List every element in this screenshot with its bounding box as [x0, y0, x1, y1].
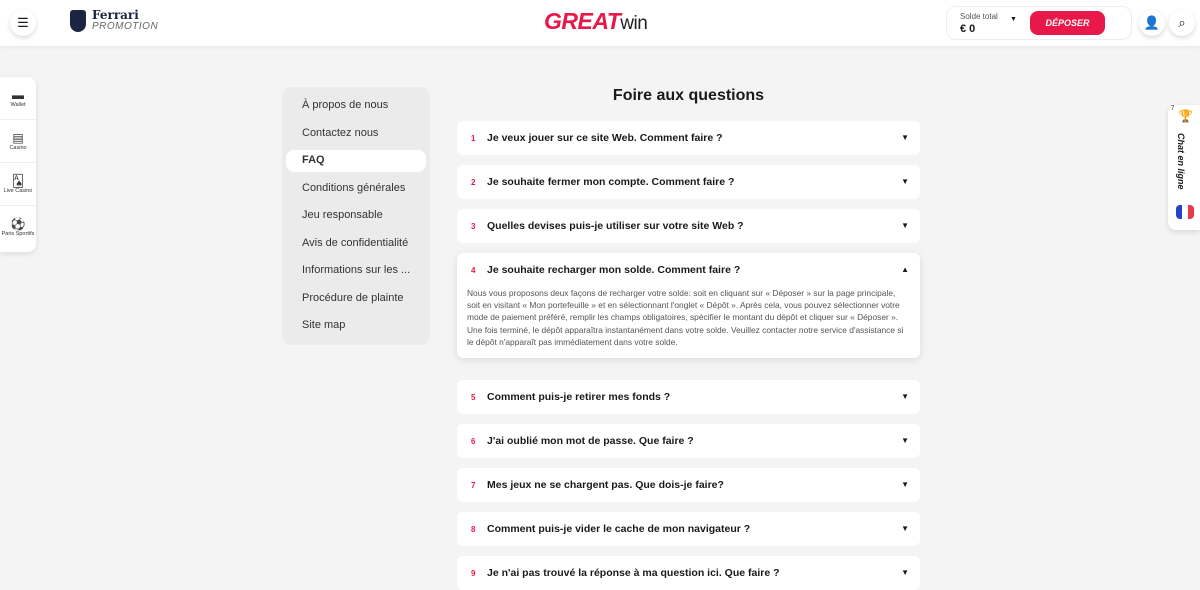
- nav-label: Wallet: [10, 101, 26, 108]
- brand-main: GREAT: [544, 8, 621, 34]
- faq-question[interactable]: [457, 121, 920, 155]
- faq-item: [457, 424, 920, 458]
- balance-value: € 0: [960, 23, 976, 35]
- info-sidebar: [282, 87, 430, 345]
- caret-down-icon[interactable]: ▼: [901, 133, 909, 142]
- faq-question-text: Je veux jouer sur ce site Web. Comment faire ?: [487, 132, 723, 144]
- live-chat-button[interactable]: Chat en ligne: [1176, 133, 1186, 190]
- search-button[interactable]: [1169, 10, 1195, 36]
- caret-down-icon[interactable]: ▼: [901, 221, 909, 230]
- sidebar-item[interactable]: Contactez nous: [302, 126, 379, 139]
- faq-item: [457, 380, 920, 414]
- sidebar-item[interactable]: Avis de confidentialité: [302, 236, 409, 249]
- right-widget: [1168, 105, 1200, 230]
- faq-question[interactable]: [457, 468, 920, 502]
- faq-question[interactable]: [457, 556, 920, 590]
- faq-number: 5: [471, 392, 476, 402]
- faq-number: 9: [471, 568, 476, 578]
- logo-text: Ferrari: [92, 8, 139, 22]
- faq-answer: Nous vous proposons deux façons de recharger votre solde: soit en cliquant sur « Déposer » sur la page principale, soit en visitant « Mon portefeuille » et en sélectionnant l'onglet « Dépôt ». Après cela, vous pouvez sélectionner votre mode de paiement préféré, remplir les champs obligatoires, spécifier le montant du dépôt et cliquer sur « Déposer ». Une fois terminé, le dépôt apparaîtra instantanément dans votre solde. Veuillez contacter notre service d'assistance si le dépôt n'apparaît pas immédiatement dans votre solde.: [467, 288, 904, 347]
- brand-logo[interactable]: [544, 8, 647, 35]
- faq-question-text: Je souhaite fermer mon compte. Comment faire ?: [487, 176, 735, 188]
- sidebar-item[interactable]: Conditions générales: [302, 181, 406, 194]
- faq-number: 4: [471, 265, 476, 275]
- search-icon: ⌕: [1178, 15, 1186, 30]
- brand-suffix: win: [620, 13, 648, 34]
- caret-down-icon[interactable]: ▼: [901, 480, 909, 489]
- caret-down-icon[interactable]: ▼: [901, 177, 909, 186]
- deposit-button[interactable]: DÉPOSER: [1030, 11, 1105, 35]
- page-title: Foire aux questions: [612, 87, 765, 104]
- slot-machine-icon: ▤: [12, 130, 24, 145]
- faq-question-text: Je n'ai pas trouvé la réponse à ma question ici. Que faire ?: [487, 567, 780, 579]
- wallet-icon: ▬: [12, 87, 24, 102]
- sidebar-item[interactable]: Procédure de plainte: [302, 291, 404, 304]
- trophy-badge: 7: [1171, 106, 1175, 112]
- faq-item: [457, 512, 920, 546]
- sidebar-item-active[interactable]: FAQ: [286, 150, 426, 172]
- nav-live-casino[interactable]: [0, 163, 36, 206]
- faq-number: 6: [471, 436, 476, 446]
- nav-label: Live Casino: [3, 187, 33, 194]
- account-button[interactable]: [1139, 10, 1165, 36]
- faq-question[interactable]: [457, 165, 920, 199]
- hamburger-icon: ☰: [17, 15, 29, 30]
- caret-down-icon[interactable]: ▼: [901, 436, 909, 445]
- faq-number: 7: [471, 480, 476, 490]
- faq-question[interactable]: [457, 424, 920, 458]
- faq-number: 1: [471, 133, 476, 143]
- menu-button[interactable]: [10, 10, 36, 36]
- faq-item: [457, 165, 920, 199]
- football-icon: ⚽: [10, 217, 26, 231]
- balance-dropdown-icon[interactable]: ▼: [1010, 16, 1017, 23]
- faq-question[interactable]: [457, 512, 920, 546]
- header: [0, 0, 1200, 46]
- sidebar-item[interactable]: À propos de nous: [302, 99, 389, 111]
- faq-item: [457, 556, 920, 590]
- nav-label: Casino: [9, 144, 27, 151]
- faq-item: [457, 468, 920, 502]
- faq-number: 2: [471, 177, 476, 187]
- logo[interactable]: [70, 9, 158, 32]
- nav-wallet[interactable]: [0, 77, 36, 120]
- cards-icon: 🂡: [11, 173, 25, 188]
- shield-icon: [70, 10, 86, 32]
- sidebar-item[interactable]: Informations sur les ...: [302, 264, 411, 276]
- left-nav: [0, 77, 36, 252]
- faq-question-text: J'ai oublié mon mot de passe. Que faire ?: [487, 435, 694, 447]
- user-icon: 👤: [1143, 15, 1161, 30]
- faq-question-text: Comment puis-je retirer mes fonds ?: [487, 391, 671, 403]
- faq-question[interactable]: [457, 380, 920, 414]
- logo-subtext: PROMOTION: [92, 21, 159, 32]
- faq-question[interactable]: [457, 253, 920, 287]
- faq-question-text: Mes jeux ne se chargent pas. Que dois-je faire?: [487, 479, 724, 491]
- caret-up-icon[interactable]: ▲: [901, 265, 909, 274]
- nav-label: Paris Sportifs: [1, 231, 35, 237]
- nav-casino[interactable]: [0, 120, 36, 163]
- faq-number: 8: [471, 524, 476, 534]
- faq-question-text: Je souhaite recharger mon solde. Comment faire ?: [487, 264, 741, 276]
- french-flag-icon[interactable]: [1176, 205, 1194, 219]
- faq-item: [457, 121, 920, 155]
- faq-question-text: Comment puis-je vider le cache de mon navigateur ?: [487, 523, 751, 535]
- caret-down-icon[interactable]: ▼: [901, 392, 909, 401]
- faq-question-text: Quelles devises puis-je utiliser sur votre site Web ?: [487, 220, 744, 232]
- faq-item: [457, 209, 920, 243]
- caret-down-icon[interactable]: ▼: [901, 568, 909, 577]
- balance-label: Solde total: [960, 12, 998, 21]
- faq-item: [457, 253, 920, 358]
- sidebar-item[interactable]: Jeu responsable: [302, 209, 383, 221]
- trophy-icon[interactable]: 🏆: [1178, 109, 1193, 123]
- balance-widget: [946, 6, 1132, 40]
- nav-sports[interactable]: [0, 206, 36, 249]
- caret-down-icon[interactable]: ▼: [901, 524, 909, 533]
- sidebar-item[interactable]: Site map: [302, 319, 346, 331]
- faq-question[interactable]: [457, 209, 920, 243]
- faq-number: 3: [471, 221, 476, 231]
